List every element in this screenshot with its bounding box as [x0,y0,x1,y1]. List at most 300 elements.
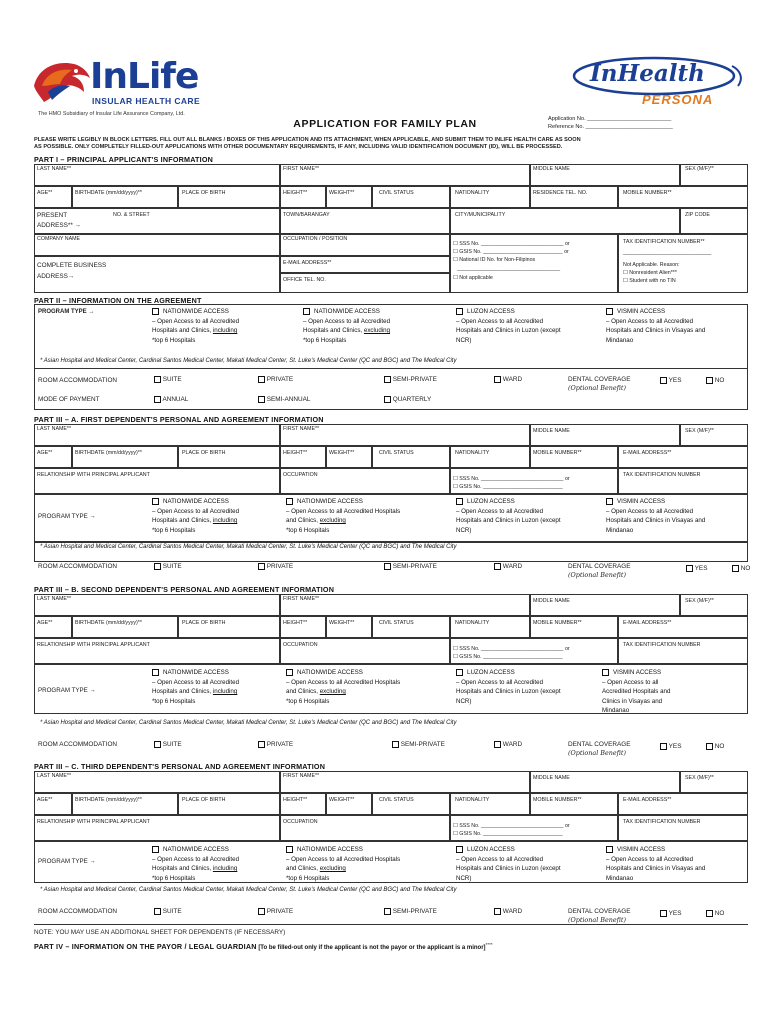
checkbox[interactable] [286,846,293,853]
yes-text: YES [668,377,682,385]
form-cell[interactable] [326,616,372,638]
brand-subtitle: INSULAR HEALTH CARE [92,96,201,106]
no-text: NO [714,910,725,918]
age-text: AGE** [37,797,53,803]
company-field[interactable] [34,234,280,256]
inhealth-text: InHealth [590,60,705,87]
checkbox[interactable] [392,741,399,748]
form-cell[interactable] [450,793,530,815]
form-cell[interactable] [34,638,280,664]
form-element [606,845,746,855]
nw-b2-short-text: and Clinics, [286,688,318,695]
program-type-label: PROGRAM TYPE → [38,309,95,315]
checkbox[interactable] [258,563,265,570]
nw-b2-short-text: and Clinics, [286,517,318,524]
program-type2-text: PROGRAM TYPE → [38,687,96,694]
zip-label: ZIP CODE [685,212,710,218]
vismin-text: VISMIN ACCESS [617,308,666,315]
checkbox[interactable] [686,565,693,572]
gsis-short-text[interactable]: ☐ GSIS No. ___________________________ [453,654,563,660]
top6-text: *top 6 Hospitals [152,336,196,344]
form-cell[interactable] [618,446,748,468]
dental-text: DENTAL COVERAGE [568,563,631,570]
sss-short-text[interactable]: ☐ SSS No. ____________________________ or [453,476,570,482]
checkbox[interactable] [706,377,713,384]
gsis-option[interactable]: ☐ GSIS No. ___________________________ or [453,249,569,255]
dep-a-vismin-option[interactable] [606,497,746,535]
vismin-text: VISMIN ACCESS [617,498,666,505]
birthplace-text: PLACE OF BIRTH [182,450,226,456]
form-element[interactable] [154,741,182,748]
lz1-text: – Open Access to all Accredited [456,855,544,863]
form-element [286,497,446,507]
occupation-text: OCCUPATION [283,819,318,825]
ward-text: WARD [502,563,523,571]
form-element [34,924,748,925]
form-element[interactable] [494,908,522,915]
form-element[interactable] [384,563,437,570]
dep-a-nationwide-option[interactable] [152,497,292,535]
vm1-text: – Open Access to all Accredited [606,317,694,325]
form-element[interactable] [660,910,681,917]
business-address-arrow-label: ADDRESS→ [37,273,75,280]
vismin-text: VISMIN ACCESS [613,669,662,676]
height-text: HEIGHT** [283,797,308,803]
form-cell[interactable] [280,771,530,793]
quarterly-option[interactable] [384,396,431,403]
additional-sheet-note: NOTE: YOU MAY USE AN ADDITIONAL SHEET FOR DEPENDENTS (IF NECESSARY) [34,929,286,936]
sex-text: SEX (M/F)** [685,428,714,434]
part3a-title: PART III – A. FIRST DEPENDENT'S PERSONAL AND AGREEMENT INFORMATION [34,415,324,424]
form-cell[interactable] [372,446,450,468]
form-element[interactable] [660,743,681,750]
form-element[interactable] [154,563,182,570]
form-element[interactable] [392,741,445,748]
present-label: PRESENT [37,212,68,219]
checkbox[interactable] [154,376,161,383]
form-cell[interactable] [530,424,680,446]
form-cell[interactable] [618,468,748,494]
middlename-field[interactable] [530,164,680,186]
email-field[interactable] [280,256,450,273]
nationwide-access-excl-option[interactable] [303,307,443,345]
dep-a-luzon-option[interactable] [456,497,606,535]
email-text: E-MAIL ADDRESS** [623,450,672,456]
dep-b-nationwide-excl-option[interactable] [286,668,446,706]
checkbox[interactable] [258,908,265,915]
dental-coverage-label [568,376,631,392]
tin2-text: TAX IDENTIFICATION NUMBER [623,642,701,648]
checkbox[interactable] [456,846,463,853]
top6-text: *top 6 Hospitals [152,874,196,882]
nw-b2-text: Hospitals and Clinics, [303,327,363,334]
weight-text: WEIGHT** [329,620,355,626]
checkbox[interactable] [154,563,161,570]
optional-text: (Optional Benefit) [568,916,626,924]
business-address-field[interactable] [34,256,280,293]
private-option[interactable] [258,376,293,383]
mobile-text: MOBILE NUMBER** [533,450,582,456]
checkbox[interactable] [258,376,265,383]
excluding-text: excluding [363,327,391,334]
part4-title: PART IV – INFORMATION ON THE PAYOR / LEGAL GUARDIAN [34,942,257,951]
no-street-label: NO. & STREET [113,212,150,218]
vm3-text: Mindanao [606,336,634,344]
dep-b-nationwide-option[interactable] [152,668,292,706]
form-element[interactable] [258,741,293,748]
form-cell[interactable] [34,616,72,638]
form-element[interactable] [732,565,750,572]
nw-a2-text: Hospitals and Clinics, [152,327,212,334]
firstname-text: FIRST NAME** [283,426,320,432]
form-cell[interactable] [680,424,748,446]
height-label: HEIGHT** [283,190,308,196]
no-text: NO [714,377,725,385]
lz1-text: – Open Access to all Accredited [456,507,544,515]
application-no[interactable]: Application No. ___________________________ [548,116,672,122]
nationality-text: NATIONALITY [455,620,490,626]
form-element[interactable] [686,565,707,572]
middlename-text: MIDDLE NAME [533,428,570,434]
form-element[interactable] [494,563,522,570]
present-address-street[interactable] [34,208,280,234]
vismin-text: VISMIN ACCESS [617,846,666,853]
vismin-access-option[interactable] [606,307,746,345]
form-cell[interactable] [326,793,372,815]
checkbox[interactable] [286,669,293,676]
luzon-access-option[interactable] [456,307,606,345]
form-element[interactable] [706,910,724,917]
nonresident-option[interactable]: ☐ Nonresident Alien*** [623,270,677,276]
height-text: HEIGHT** [283,450,308,456]
form-cell[interactable] [530,771,680,793]
asian-note-text: * Asian Hospital and Medical Center, Cardinal Santos Medical Center, Makati Medical Center, St. Luke's Medical Center (QC and BGC) and The Medical City [40,544,457,550]
form-element[interactable] [154,908,182,915]
form-cell[interactable] [280,446,326,468]
nationwide-access-text: NATIONWIDE ACCESS [163,669,229,676]
yes-text: YES [668,743,682,751]
form-element [568,908,631,924]
form-cell[interactable] [530,594,680,616]
form-cell[interactable] [280,424,530,446]
form-cell[interactable] [618,638,748,664]
form-cell[interactable] [372,793,450,815]
nw-a1-text: – Open Access to all Accredited [152,678,240,686]
id-numbers-block [450,234,618,293]
height-text: HEIGHT** [283,620,308,626]
na-reason-label: Not Applicable. Reason: [623,262,680,268]
nationwide-access-option[interactable] [152,307,292,345]
checkbox[interactable] [456,308,463,315]
form-cell[interactable] [178,446,280,468]
age-field[interactable] [34,186,72,208]
checkbox[interactable] [384,396,391,403]
form-cell[interactable] [34,771,280,793]
email-label: E-MAIL ADDRESS** [283,260,332,266]
annual-option[interactable] [154,396,188,403]
checkbox[interactable] [494,741,501,748]
office-tel-field[interactable] [280,273,450,293]
checkbox[interactable] [606,308,613,315]
form-element[interactable] [258,908,293,915]
nationwide-access2-text: NATIONWIDE ACCESS [297,846,363,853]
checkbox[interactable] [384,563,391,570]
form-cell[interactable] [280,594,530,616]
form-element [606,307,746,317]
luzon-text: LUZON ACCESS [467,498,515,505]
height-field[interactable] [280,186,326,208]
form-element [34,368,748,369]
vm2-text: Hospitals and Clinics in Visayas and [606,517,706,524]
checkbox[interactable] [606,498,613,505]
semi-annual-option[interactable] [258,396,310,403]
national-id-option[interactable]: ☐ National ID No. for Non-Filipinos [453,257,536,263]
form-element [152,516,292,526]
checkbox[interactable] [384,376,391,383]
suite-text: SUITE [162,741,182,749]
form-cell[interactable] [34,468,280,494]
subsidiary-text: The HMO Subsidiary of Insular Life Assurance Company, Ltd. [38,111,185,117]
form-cell[interactable] [280,793,326,815]
form-cell[interactable] [280,638,450,664]
sss-option[interactable]: ☐ SSS No. ____________________________ or [453,241,570,247]
vm2-b-text: Accredited Hospitals and [602,688,671,695]
gsis-short-text[interactable]: ☐ GSIS No. ___________________________ [453,484,563,490]
checkbox[interactable] [154,908,161,915]
nw-b2-short-text: and Clinics, [286,865,318,872]
mobile-label: MOBILE NUMBER** [623,190,672,196]
checkbox[interactable] [152,498,159,505]
checkbox[interactable] [494,376,501,383]
form-element[interactable] [258,563,293,570]
part3b-title: PART III – B. SECOND DEPENDENT'S PERSONAL AND AGREEMENT INFORMATION [34,585,335,594]
nw-a1-text: – Open Access to all Accredited [152,317,240,325]
nationwide-access2-text: NATIONWIDE ACCESS [297,669,363,676]
form-cell[interactable] [72,616,178,638]
vm2-text: Hospitals and Clinics in Visayas and [606,865,706,872]
nationality-field[interactable] [450,186,530,208]
private-text: PRIVATE [266,908,294,916]
nw-a2-text: Hospitals and Clinics, [152,865,212,872]
persona-text: PERSONA [642,92,714,107]
res-tel-field[interactable] [530,186,618,208]
lastname-field[interactable] [34,164,280,186]
sex-text: SEX (M/F)** [685,598,714,604]
checkbox[interactable] [152,846,159,853]
program-type2-text: PROGRAM TYPE → [38,858,96,865]
room-text: ROOM ACCOMMODATION [38,741,118,748]
dep-c-nationwide-excl-option[interactable] [286,845,446,883]
nw-a1-text: – Open Access to all Accredited [152,507,240,515]
office-tel-label: OFFICE TEL. NO. [283,277,326,283]
checkbox[interactable] [606,846,613,853]
zip-field[interactable] [680,208,748,234]
checkbox[interactable] [660,743,667,750]
room-text: ROOM ACCOMMODATION [38,563,118,570]
semi-private-option[interactable] [384,376,437,383]
checkbox[interactable] [154,741,161,748]
nw-a1-text: – Open Access to all Accredited [152,855,240,863]
occupation-position-field[interactable] [280,234,450,256]
form-cell[interactable] [372,616,450,638]
checkbox[interactable] [152,669,159,676]
birthdate-text: BIRTHDATE (mm/dd/yyyy)** [75,450,142,456]
email-text: E-MAIL ADDRESS** [623,620,672,626]
form-cell[interactable] [34,424,280,446]
checkbox[interactable] [384,908,391,915]
nationality-text: NATIONALITY [455,450,490,456]
form-element [34,63,90,102]
sss-short-text[interactable]: ☐ SSS No. ____________________________ or [453,823,570,829]
form-cell [450,815,618,841]
email-text: E-MAIL ADDRESS** [623,797,672,803]
checkbox[interactable] [152,308,159,315]
sss-short-text[interactable]: ☐ SSS No. ____________________________ or [453,646,570,652]
checkbox[interactable] [456,498,463,505]
part4-sup-text: **** [485,942,493,947]
lastname-text: LAST NAME** [37,426,72,432]
instruction-line-2: AS POSSIBLE. ONLY COMPLETELY FILLED-OUT APPLICATIONS WITH OTHER DOCUMENTARY REQUIREMENTS, IF ANY, INCLUDING VALID IDENTIFICATION DOCUMENT (ID), WILL BE PROCESSED. [34,144,563,150]
form-cell[interactable] [326,446,372,468]
excluding-text: excluding [319,865,346,872]
form-element [456,497,606,507]
dep-c-vismin-option[interactable] [606,845,746,883]
checkbox[interactable] [258,741,265,748]
weight-text: WEIGHT** [329,797,355,803]
civil-status-field[interactable] [372,186,450,208]
form-cell[interactable] [178,793,280,815]
form-cell[interactable] [280,468,450,494]
dep-c-nationwide-option[interactable] [152,845,292,883]
mobile-field[interactable] [618,186,748,208]
relationship-text: RELATIONSHIP WITH PRINCIPAL APPLICANT [37,819,150,825]
form-cell[interactable] [178,616,280,638]
vm3-text: Mindanao [606,874,634,882]
birthdate-field[interactable] [72,186,178,208]
checkbox[interactable] [494,908,501,915]
top6-text: *top 6 Hospitals [152,526,196,534]
weight-field[interactable] [326,186,372,208]
vm1-text: – Open Access to all Accredited [606,855,694,863]
form-cell[interactable] [34,793,72,815]
form-cell[interactable] [72,446,178,468]
age-text: AGE** [37,450,53,456]
relationship-text: RELATIONSHIP WITH PRINCIPAL APPLICANT [37,642,150,648]
private-text: PRIVATE [266,563,294,571]
form-element: ___________________________________ [457,266,561,272]
checkbox[interactable] [706,743,713,750]
weight-text: WEIGHT** [329,450,355,456]
sex-label: SEX (M/F)** [685,166,714,172]
checkbox[interactable] [494,563,501,570]
sex-text: SEX (M/F)** [685,775,714,781]
lastname-text: LAST NAME** [37,596,72,602]
quarterly-text: QUARTERLY [392,396,432,404]
luzon-text: LUZON ACCESS [467,846,515,853]
form-cell[interactable] [34,594,280,616]
dental-yes-option[interactable] [660,377,681,384]
checkbox[interactable] [660,377,667,384]
form-cell[interactable] [618,815,748,841]
form-cell[interactable] [618,793,748,815]
birthplace-field[interactable] [178,186,280,208]
ward-text: WARD [502,376,523,384]
checkbox[interactable] [286,498,293,505]
student-option[interactable]: ☐ Student with no TIN [623,278,676,284]
brand-name: InLife [90,56,199,97]
reference-no[interactable]: Reference No. ____________________________ [548,124,673,130]
form-cell[interactable] [530,793,618,815]
form-cell[interactable] [34,446,72,468]
dental-no-option[interactable] [706,377,724,384]
occupation-text: OCCUPATION [283,642,318,648]
form-cell[interactable] [72,793,178,815]
town-field[interactable] [280,208,450,234]
mode-payment-label: MODE OF PAYMENT [38,396,100,403]
form-cell[interactable] [34,815,280,841]
part1-form [34,164,748,293]
lz2-text: Hospitals and Clinics in Luzon (except [456,327,561,334]
checkbox[interactable] [660,910,667,917]
checkbox[interactable] [706,910,713,917]
civil-text: CIVIL STATUS [379,450,414,456]
city-field[interactable] [450,208,680,234]
checkbox[interactable] [732,565,739,572]
dep-b-vismin-option[interactable] [602,668,742,716]
ward-option[interactable] [494,376,522,383]
nationwide-access-text: NATIONWIDE ACCESS [163,498,229,505]
form-cell[interactable] [450,616,530,638]
form-element [456,307,606,317]
firstname-field[interactable] [280,164,530,186]
suite-option[interactable] [154,376,182,383]
form-cell[interactable] [280,616,326,638]
gsis-short-text[interactable]: ☐ GSIS No. ___________________________ [453,831,563,837]
tin-block[interactable] [618,234,748,293]
form-element: ______________________________ [623,250,712,256]
nationwide-access-text: NATIONWIDE ACCESS [163,308,229,315]
dep-b-luzon-option[interactable] [456,668,606,706]
dep-a-nationwide-excl-option[interactable] [286,497,446,535]
checkbox[interactable] [154,396,161,403]
firstname-label: FIRST NAME** [283,166,320,172]
checkbox[interactable] [258,396,265,403]
checkbox[interactable] [602,669,609,676]
checkbox[interactable] [303,308,310,315]
form-cell[interactable] [680,771,748,793]
form-element[interactable] [706,743,724,750]
form-element[interactable] [384,908,437,915]
yes-text: YES [694,565,708,573]
top6-text: *top 6 Hospitals [286,874,330,882]
form-cell[interactable] [450,446,530,468]
form-element[interactable] [494,741,522,748]
form-cell[interactable] [530,616,618,638]
form-element [152,845,292,855]
eagle-icon [28,56,92,106]
form-element [568,563,631,579]
not-applicable-option[interactable]: ☐ Not applicable [453,275,493,281]
dep-c-luzon-option[interactable] [456,845,606,883]
vm3-text: Mindanao [606,526,634,534]
vm3-b-text: Clinics in Visayas and [602,697,663,705]
checkbox[interactable] [456,669,463,676]
sex-field[interactable] [680,164,748,186]
form-cell[interactable] [280,815,450,841]
form-cell[interactable] [618,616,748,638]
form-cell[interactable] [680,594,748,616]
form-cell[interactable] [530,446,618,468]
